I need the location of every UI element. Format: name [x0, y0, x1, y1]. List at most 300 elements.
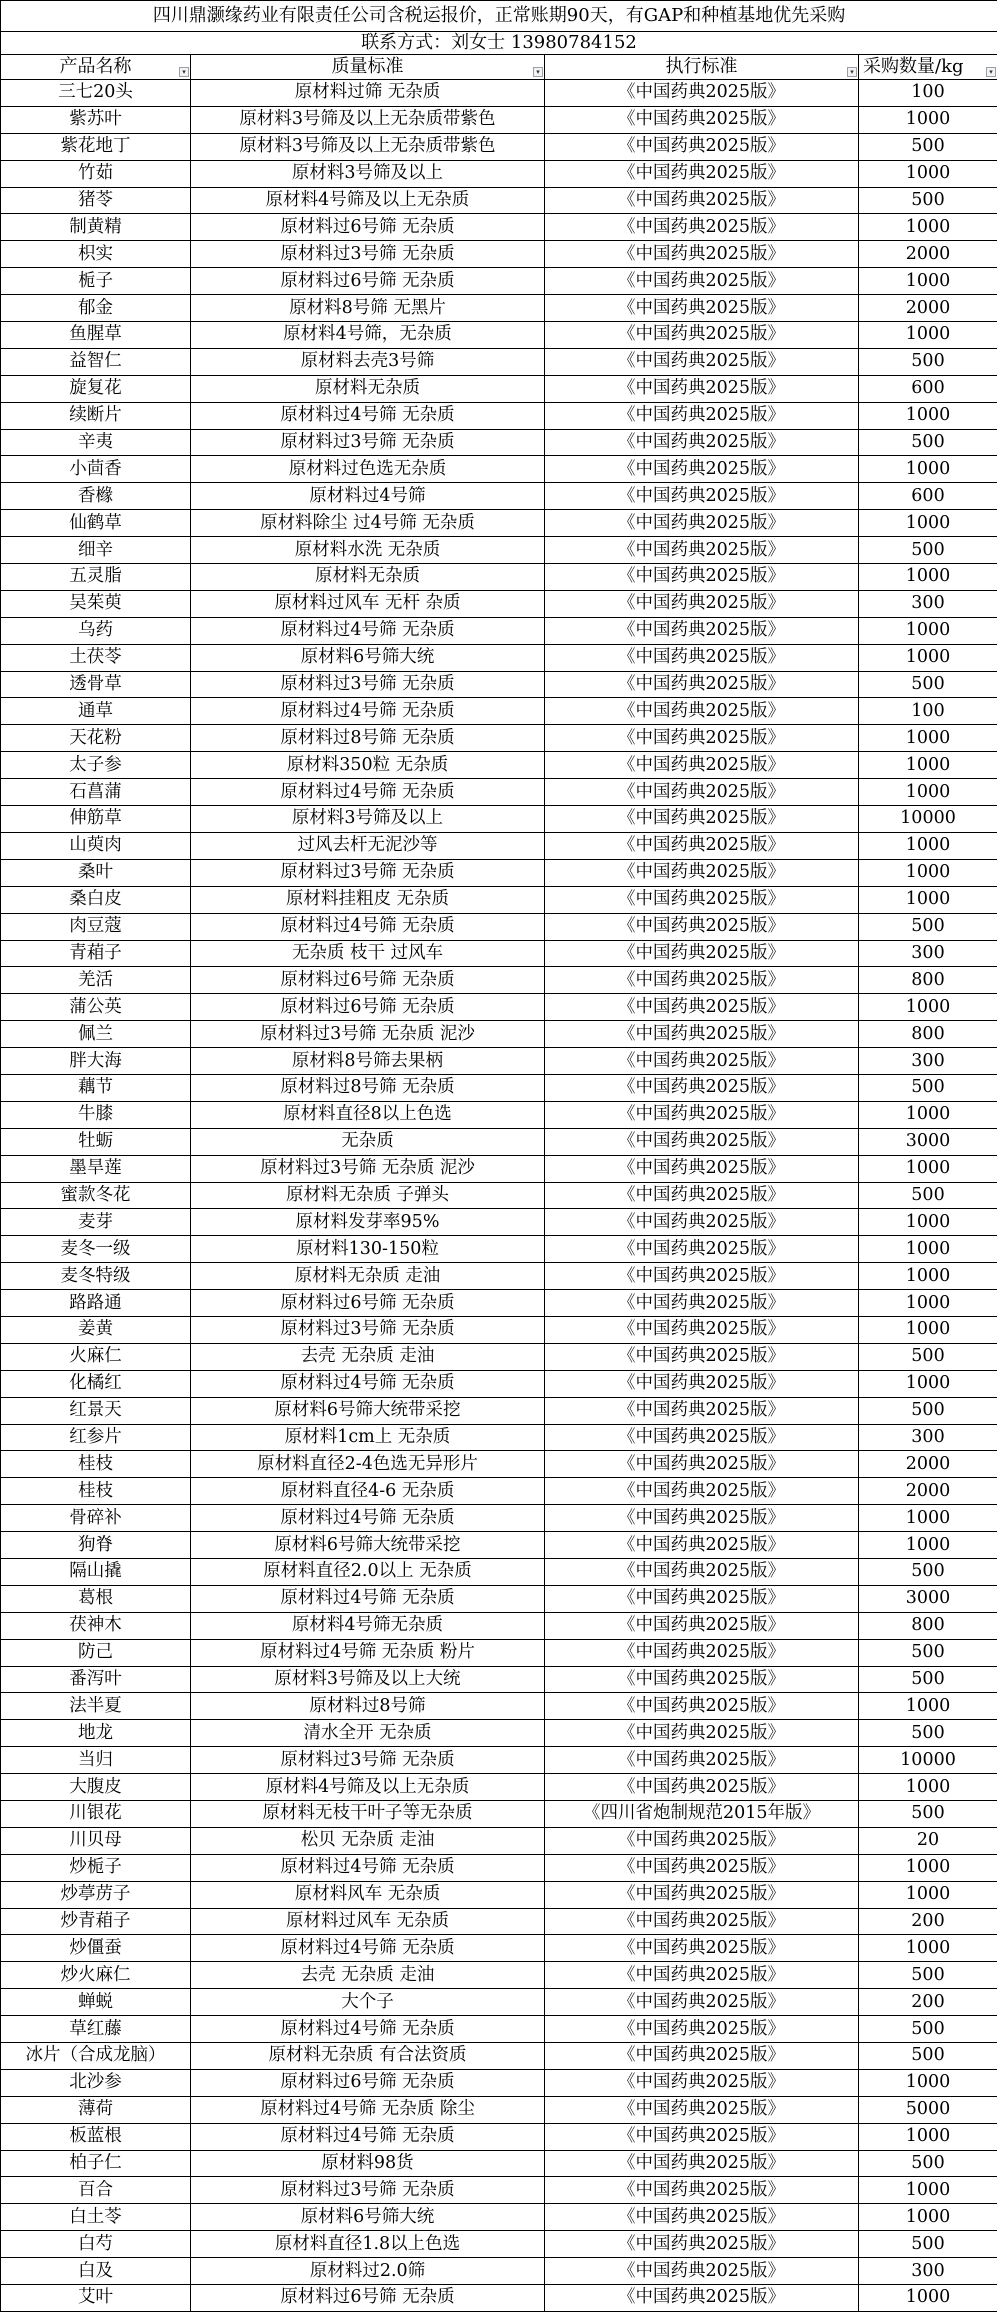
quality-standard-cell[interactable]: 原材料过4号筛 无杂质	[191, 1370, 545, 1397]
product-name-cell[interactable]: 桑白皮	[1, 886, 191, 913]
execution-standard-cell[interactable]: 《中国药典2025版》	[545, 832, 859, 859]
quality-standard-cell[interactable]: 原材料过4号筛 无杂质	[191, 1854, 545, 1881]
execution-standard-cell[interactable]: 《中国药典2025版》	[545, 1720, 859, 1747]
purchase-qty-cell[interactable]: 500	[859, 2231, 997, 2258]
purchase-qty-cell[interactable]: 500	[859, 1666, 997, 1693]
quality-standard-cell[interactable]: 无杂质 枝干 过风车	[191, 940, 545, 967]
execution-standard-cell[interactable]: 《中国药典2025版》	[545, 1370, 859, 1397]
purchase-qty-cell[interactable]: 100	[859, 698, 997, 725]
product-name-cell[interactable]: 炒葶苈子	[1, 1881, 191, 1908]
purchase-qty-cell[interactable]: 5000	[859, 2096, 997, 2123]
quality-standard-cell[interactable]: 原材料无杂质	[191, 375, 545, 402]
execution-standard-cell[interactable]: 《中国药典2025版》	[545, 1935, 859, 1962]
quality-standard-cell[interactable]: 原材料过3号筛 无杂质	[191, 2177, 545, 2204]
execution-standard-cell[interactable]: 《中国药典2025版》	[545, 913, 859, 940]
product-name-cell[interactable]: 柏子仁	[1, 2150, 191, 2177]
purchase-qty-cell[interactable]: 500	[859, 1639, 997, 1666]
product-name-cell[interactable]: 郁金	[1, 295, 191, 322]
product-name-cell[interactable]: 紫花地丁	[1, 133, 191, 160]
product-name-cell[interactable]: 猪苓	[1, 187, 191, 214]
dropdown-filter-icon[interactable]: ▾	[847, 67, 857, 77]
purchase-qty-cell[interactable]: 500	[859, 537, 997, 564]
quality-standard-cell[interactable]: 原材料过4号筛 无杂质	[191, 617, 545, 644]
purchase-qty-cell[interactable]: 1000	[859, 1935, 997, 1962]
execution-standard-cell[interactable]: 《中国药典2025版》	[545, 1209, 859, 1236]
product-name-cell[interactable]: 藕节	[1, 1074, 191, 1101]
quality-standard-cell[interactable]: 原材料除尘 过4号筛 无杂质	[191, 510, 545, 537]
purchase-qty-cell[interactable]: 1000	[859, 2177, 997, 2204]
header-quality-standard[interactable]	[191, 55, 545, 80]
product-name-cell[interactable]: 石菖蒲	[1, 779, 191, 806]
product-name-cell[interactable]: 胖大海	[1, 1048, 191, 1075]
product-name-cell[interactable]: 旋复花	[1, 375, 191, 402]
product-name-cell[interactable]: 细辛	[1, 537, 191, 564]
product-name-cell[interactable]: 牡蛎	[1, 1128, 191, 1155]
product-name-cell[interactable]: 益智仁	[1, 348, 191, 375]
execution-standard-cell[interactable]: 《中国药典2025版》	[545, 671, 859, 698]
purchase-qty-cell[interactable]: 2000	[859, 1451, 997, 1478]
product-name-cell[interactable]: 续断片	[1, 402, 191, 429]
header-execution-standard[interactable]	[545, 55, 859, 80]
product-name-cell[interactable]: 红景天	[1, 1397, 191, 1424]
product-name-cell[interactable]: 川贝母	[1, 1827, 191, 1854]
product-name-cell[interactable]: 通草	[1, 698, 191, 725]
quality-standard-cell[interactable]: 原材料风车 无杂质	[191, 1881, 545, 1908]
execution-standard-cell[interactable]: 《中国药典2025版》	[545, 1074, 859, 1101]
product-name-cell[interactable]: 姜黄	[1, 1316, 191, 1343]
purchase-qty-cell[interactable]: 1000	[859, 644, 997, 671]
quality-standard-cell[interactable]: 原材料过3号筛 无杂质	[191, 241, 545, 268]
product-name-cell[interactable]: 路路通	[1, 1290, 191, 1317]
quality-standard-cell[interactable]: 原材料过3号筛 无杂质	[191, 1747, 545, 1774]
quality-standard-cell[interactable]: 原材料发芽率95%	[191, 1209, 545, 1236]
purchase-qty-cell[interactable]: 500	[859, 1801, 997, 1828]
execution-standard-cell[interactable]: 《中国药典2025版》	[545, 483, 859, 510]
product-name-cell[interactable]: 茯神木	[1, 1612, 191, 1639]
dropdown-filter-icon[interactable]: ▾	[986, 67, 996, 77]
product-name-cell[interactable]: 土茯苓	[1, 644, 191, 671]
quality-standard-cell[interactable]: 原材料挂粗皮 无杂质	[191, 886, 545, 913]
purchase-qty-cell[interactable]: 1000	[859, 214, 997, 241]
product-name-cell[interactable]: 狗脊	[1, 1532, 191, 1559]
product-name-cell[interactable]: 蝉蜕	[1, 1989, 191, 2016]
product-name-cell[interactable]: 肉豆蔻	[1, 913, 191, 940]
execution-standard-cell[interactable]: 《中国药典2025版》	[545, 2204, 859, 2231]
execution-standard-cell[interactable]: 《中国药典2025版》	[545, 940, 859, 967]
quality-standard-cell[interactable]: 原材料4号筛及以上无杂质	[191, 187, 545, 214]
execution-standard-cell[interactable]: 《中国药典2025版》	[545, 1558, 859, 1585]
purchase-qty-cell[interactable]: 1000	[859, 2204, 997, 2231]
quality-standard-cell[interactable]: 原材料过3号筛 无杂质	[191, 671, 545, 698]
quality-standard-cell[interactable]: 无杂质	[191, 1128, 545, 1155]
product-name-cell[interactable]: 制黄精	[1, 214, 191, 241]
purchase-qty-cell[interactable]: 1000	[859, 456, 997, 483]
purchase-qty-cell[interactable]: 600	[859, 483, 997, 510]
quality-standard-cell[interactable]: 原材料直径1.8以上色选	[191, 2231, 545, 2258]
purchase-qty-cell[interactable]: 1000	[859, 1155, 997, 1182]
product-name-cell[interactable]: 麦冬特级	[1, 1263, 191, 1290]
execution-standard-cell[interactable]: 《中国药典2025版》	[545, 2123, 859, 2150]
product-name-cell[interactable]: 葛根	[1, 1585, 191, 1612]
purchase-qty-cell[interactable]: 1000	[859, 2069, 997, 2096]
execution-standard-cell[interactable]: 《中国药典2025版》	[545, 590, 859, 617]
execution-standard-cell[interactable]: 《中国药典2025版》	[545, 2285, 859, 2312]
execution-standard-cell[interactable]: 《中国药典2025版》	[545, 2177, 859, 2204]
quality-standard-cell[interactable]: 原材料3号筛及以上无杂质带紫色	[191, 133, 545, 160]
purchase-qty-cell[interactable]: 500	[859, 133, 997, 160]
quality-standard-cell[interactable]: 原材料过筛 无杂质	[191, 80, 545, 107]
purchase-qty-cell[interactable]: 1000	[859, 1236, 997, 1263]
product-name-cell[interactable]: 炒火麻仁	[1, 1962, 191, 1989]
execution-standard-cell[interactable]: 《中国药典2025版》	[545, 1827, 859, 1854]
quality-standard-cell[interactable]: 原材料去壳3号筛	[191, 348, 545, 375]
purchase-qty-cell[interactable]: 300	[859, 2258, 997, 2285]
product-name-cell[interactable]: 三七20头	[1, 80, 191, 107]
purchase-qty-cell[interactable]: 1000	[859, 859, 997, 886]
quality-standard-cell[interactable]: 原材料6号筛大统	[191, 644, 545, 671]
quality-standard-cell[interactable]: 原材料过6号筛 无杂质	[191, 2285, 545, 2312]
execution-standard-cell[interactable]: 《中国药典2025版》	[545, 1532, 859, 1559]
product-name-cell[interactable]: 蜜款冬花	[1, 1182, 191, 1209]
quality-standard-cell[interactable]: 原材料过4号筛 无杂质	[191, 402, 545, 429]
product-name-cell[interactable]: 香橼	[1, 483, 191, 510]
purchase-qty-cell[interactable]: 500	[859, 1343, 997, 1370]
product-name-cell[interactable]: 火麻仁	[1, 1343, 191, 1370]
execution-standard-cell[interactable]: 《中国药典2025版》	[545, 1612, 859, 1639]
purchase-qty-cell[interactable]: 1000	[859, 832, 997, 859]
purchase-qty-cell[interactable]: 500	[859, 1074, 997, 1101]
purchase-qty-cell[interactable]: 500	[859, 429, 997, 456]
quality-standard-cell[interactable]: 原材料3号筛及以上大统	[191, 1666, 545, 1693]
purchase-qty-cell[interactable]: 300	[859, 590, 997, 617]
product-name-cell[interactable]: 板蓝根	[1, 2123, 191, 2150]
purchase-qty-cell[interactable]: 800	[859, 1021, 997, 1048]
execution-standard-cell[interactable]: 《中国药典2025版》	[545, 295, 859, 322]
quality-standard-cell[interactable]: 原材料过3号筛 无杂质 泥沙	[191, 1021, 545, 1048]
execution-standard-cell[interactable]: 《中国药典2025版》	[545, 1128, 859, 1155]
purchase-qty-cell[interactable]: 2000	[859, 1478, 997, 1505]
purchase-qty-cell[interactable]: 1000	[859, 2285, 997, 2312]
quality-standard-cell[interactable]: 原材料过3号筛 无杂质	[191, 1316, 545, 1343]
quality-standard-cell[interactable]: 原材料水洗 无杂质	[191, 537, 545, 564]
header-product-name[interactable]	[1, 55, 191, 80]
purchase-qty-cell[interactable]: 2000	[859, 295, 997, 322]
execution-standard-cell[interactable]: 《中国药典2025版》	[545, 859, 859, 886]
quality-standard-cell[interactable]: 原材料过6号筛 无杂质	[191, 268, 545, 295]
purchase-qty-cell[interactable]: 300	[859, 940, 997, 967]
purchase-qty-cell[interactable]: 200	[859, 1989, 997, 2016]
quality-standard-cell[interactable]: 原材料6号筛大统带采挖	[191, 1532, 545, 1559]
product-name-cell[interactable]: 大腹皮	[1, 1774, 191, 1801]
execution-standard-cell[interactable]: 《中国药典2025版》	[545, 80, 859, 107]
product-name-cell[interactable]: 佩兰	[1, 1021, 191, 1048]
purchase-qty-cell[interactable]: 1000	[859, 402, 997, 429]
quality-standard-cell[interactable]: 原材料过4号筛 无杂质	[191, 2123, 545, 2150]
execution-standard-cell[interactable]: 《中国药典2025版》	[545, 1854, 859, 1881]
product-name-cell[interactable]: 骨碎补	[1, 1505, 191, 1532]
purchase-qty-cell[interactable]: 1000	[859, 510, 997, 537]
purchase-qty-cell[interactable]: 1000	[859, 564, 997, 591]
quality-standard-cell[interactable]: 原材料过4号筛 无杂质	[191, 913, 545, 940]
execution-standard-cell[interactable]: 《中国药典2025版》	[545, 1397, 859, 1424]
execution-standard-cell[interactable]: 《中国药典2025版》	[545, 2043, 859, 2070]
quality-standard-cell[interactable]: 原材料8号筛 无黑片	[191, 295, 545, 322]
purchase-qty-cell[interactable]: 1000	[859, 1290, 997, 1317]
quality-standard-cell[interactable]: 原材料无杂质 走油	[191, 1263, 545, 1290]
execution-standard-cell[interactable]: 《中国药典2025版》	[545, 2069, 859, 2096]
execution-standard-cell[interactable]: 《中国药典2025版》	[545, 1021, 859, 1048]
dropdown-filter-icon[interactable]: ▾	[179, 67, 189, 77]
product-name-cell[interactable]: 天花粉	[1, 725, 191, 752]
execution-standard-cell[interactable]: 《中国药典2025版》	[545, 994, 859, 1021]
purchase-qty-cell[interactable]: 600	[859, 375, 997, 402]
execution-standard-cell[interactable]: 《中国药典2025版》	[545, 1639, 859, 1666]
purchase-qty-cell[interactable]: 1000	[859, 1532, 997, 1559]
product-name-cell[interactable]: 百合	[1, 2177, 191, 2204]
product-name-cell[interactable]: 北沙参	[1, 2069, 191, 2096]
product-name-cell[interactable]: 薄荷	[1, 2096, 191, 2123]
quality-standard-cell[interactable]: 原材料过3号筛 无杂质 泥沙	[191, 1155, 545, 1182]
quality-standard-cell[interactable]: 原材料过4号筛 无杂质	[191, 698, 545, 725]
product-name-cell[interactable]: 地龙	[1, 1720, 191, 1747]
product-name-cell[interactable]: 川银花	[1, 1801, 191, 1828]
quality-standard-cell[interactable]: 原材料过6号筛 无杂质	[191, 1290, 545, 1317]
purchase-qty-cell[interactable]: 1000	[859, 1693, 997, 1720]
execution-standard-cell[interactable]: 《中国药典2025版》	[545, 1236, 859, 1263]
execution-standard-cell[interactable]: 《中国药典2025版》	[545, 1048, 859, 1075]
execution-standard-cell[interactable]: 《中国药典2025版》	[545, 1316, 859, 1343]
execution-standard-cell[interactable]: 《中国药典2025版》	[545, 2150, 859, 2177]
execution-standard-cell[interactable]: 《中国药典2025版》	[545, 268, 859, 295]
execution-standard-cell[interactable]: 《中国药典2025版》	[545, 1666, 859, 1693]
purchase-qty-cell[interactable]: 300	[859, 1424, 997, 1451]
quality-standard-cell[interactable]: 原材料98货	[191, 2150, 545, 2177]
product-name-cell[interactable]: 青葙子	[1, 940, 191, 967]
product-name-cell[interactable]: 草红藤	[1, 2016, 191, 2043]
product-name-cell[interactable]: 隔山撬	[1, 1558, 191, 1585]
purchase-qty-cell[interactable]: 500	[859, 671, 997, 698]
execution-standard-cell[interactable]: 《中国药典2025版》	[545, 348, 859, 375]
quality-standard-cell[interactable]: 大个子	[191, 1989, 545, 2016]
purchase-qty-cell[interactable]: 1000	[859, 322, 997, 349]
purchase-qty-cell[interactable]: 1000	[859, 617, 997, 644]
product-name-cell[interactable]: 伸筋草	[1, 806, 191, 833]
quality-standard-cell[interactable]: 原材料4号筛无杂质	[191, 1612, 545, 1639]
quality-standard-cell[interactable]: 原材料无杂质 有合法资质	[191, 2043, 545, 2070]
execution-standard-cell[interactable]: 《中国药典2025版》	[545, 456, 859, 483]
header-purchase-qty[interactable]	[859, 55, 997, 80]
quality-standard-cell[interactable]: 松贝 无杂质 走油	[191, 1827, 545, 1854]
quality-standard-cell[interactable]: 原材料过风车 无杆 杂质	[191, 590, 545, 617]
purchase-qty-cell[interactable]: 800	[859, 967, 997, 994]
quality-standard-cell[interactable]: 原材料4号筛，无杂质	[191, 322, 545, 349]
product-name-cell[interactable]: 蒲公英	[1, 994, 191, 1021]
purchase-qty-cell[interactable]: 1000	[859, 1854, 997, 1881]
execution-standard-cell[interactable]: 《中国药典2025版》	[545, 2096, 859, 2123]
purchase-qty-cell[interactable]: 100	[859, 80, 997, 107]
purchase-qty-cell[interactable]: 20	[859, 1827, 997, 1854]
execution-standard-cell[interactable]: 《中国药典2025版》	[545, 402, 859, 429]
product-name-cell[interactable]: 番泻叶	[1, 1666, 191, 1693]
purchase-qty-cell[interactable]: 1000	[859, 1263, 997, 1290]
product-name-cell[interactable]: 栀子	[1, 268, 191, 295]
product-name-cell[interactable]: 枳实	[1, 241, 191, 268]
purchase-qty-cell[interactable]: 500	[859, 187, 997, 214]
execution-standard-cell[interactable]: 《中国药典2025版》	[545, 967, 859, 994]
purchase-qty-cell[interactable]: 3000	[859, 1128, 997, 1155]
product-name-cell[interactable]: 鱼腥草	[1, 322, 191, 349]
quality-standard-cell[interactable]: 原材料过4号筛	[191, 483, 545, 510]
product-name-cell[interactable]: 小茴香	[1, 456, 191, 483]
product-name-cell[interactable]: 羌活	[1, 967, 191, 994]
execution-standard-cell[interactable]: 《中国药典2025版》	[545, 752, 859, 779]
product-name-cell[interactable]: 墨旱莲	[1, 1155, 191, 1182]
execution-standard-cell[interactable]: 《中国药典2025版》	[545, 725, 859, 752]
quality-standard-cell[interactable]: 原材料过4号筛 无杂质 除尘	[191, 2096, 545, 2123]
execution-standard-cell[interactable]: 《中国药典2025版》	[545, 1263, 859, 1290]
execution-standard-cell[interactable]: 《中国药典2025版》	[545, 1101, 859, 1128]
purchase-qty-cell[interactable]: 1000	[859, 2123, 997, 2150]
execution-standard-cell[interactable]: 《中国药典2025版》	[545, 510, 859, 537]
product-name-cell[interactable]: 麦冬一级	[1, 1236, 191, 1263]
execution-standard-cell[interactable]: 《中国药典2025版》	[545, 1747, 859, 1774]
execution-standard-cell[interactable]: 《中国药典2025版》	[545, 698, 859, 725]
execution-standard-cell[interactable]: 《中国药典2025版》	[545, 2258, 859, 2285]
purchase-qty-cell[interactable]: 1000	[859, 1774, 997, 1801]
quality-standard-cell[interactable]: 原材料过6号筛 无杂质	[191, 2069, 545, 2096]
purchase-qty-cell[interactable]: 10000	[859, 1747, 997, 1774]
product-name-cell[interactable]: 五灵脂	[1, 564, 191, 591]
purchase-qty-cell[interactable]: 1000	[859, 1101, 997, 1128]
execution-standard-cell[interactable]: 《中国药典2025版》	[545, 160, 859, 187]
purchase-qty-cell[interactable]: 1000	[859, 1881, 997, 1908]
product-name-cell[interactable]: 炒青葙子	[1, 1908, 191, 1935]
quality-standard-cell[interactable]: 原材料过8号筛	[191, 1693, 545, 1720]
quality-standard-cell[interactable]: 原材料直径8以上色选	[191, 1101, 545, 1128]
quality-standard-cell[interactable]: 原材料直径4-6 无杂质	[191, 1478, 545, 1505]
product-name-cell[interactable]: 法半夏	[1, 1693, 191, 1720]
execution-standard-cell[interactable]: 《四川省炮制规范2015年版》	[545, 1801, 859, 1828]
product-name-cell[interactable]: 太子参	[1, 752, 191, 779]
purchase-qty-cell[interactable]: 200	[859, 1908, 997, 1935]
quality-standard-cell[interactable]: 原材料8号筛去果柄	[191, 1048, 545, 1075]
execution-standard-cell[interactable]: 《中国药典2025版》	[545, 1478, 859, 1505]
product-name-cell[interactable]: 炒僵蚕	[1, 1935, 191, 1962]
purchase-qty-cell[interactable]: 300	[859, 1048, 997, 1075]
quality-standard-cell[interactable]: 去壳 无杂质 走油	[191, 1962, 545, 1989]
product-name-cell[interactable]: 竹茹	[1, 160, 191, 187]
purchase-qty-cell[interactable]: 1000	[859, 106, 997, 133]
quality-standard-cell[interactable]: 原材料4号筛及以上无杂质	[191, 1774, 545, 1801]
product-name-cell[interactable]: 化橘红	[1, 1370, 191, 1397]
product-name-cell[interactable]: 牛膝	[1, 1101, 191, 1128]
purchase-qty-cell[interactable]: 800	[859, 1612, 997, 1639]
quality-standard-cell[interactable]: 原材料过3号筛 无杂质	[191, 429, 545, 456]
purchase-qty-cell[interactable]: 1000	[859, 1316, 997, 1343]
execution-standard-cell[interactable]: 《中国药典2025版》	[545, 617, 859, 644]
product-name-cell[interactable]: 白土苓	[1, 2204, 191, 2231]
quality-standard-cell[interactable]: 原材料过色选无杂质	[191, 456, 545, 483]
quality-standard-cell[interactable]: 原材料3号筛及以上无杂质带紫色	[191, 106, 545, 133]
purchase-qty-cell[interactable]: 500	[859, 1182, 997, 1209]
purchase-qty-cell[interactable]: 1000	[859, 779, 997, 806]
purchase-qty-cell[interactable]: 1000	[859, 886, 997, 913]
quality-standard-cell[interactable]: 原材料无枝干叶子等无杂质	[191, 1801, 545, 1828]
execution-standard-cell[interactable]: 《中国药典2025版》	[545, 1962, 859, 1989]
execution-standard-cell[interactable]: 《中国药典2025版》	[545, 214, 859, 241]
execution-standard-cell[interactable]: 《中国药典2025版》	[545, 322, 859, 349]
purchase-qty-cell[interactable]: 1000	[859, 752, 997, 779]
quality-standard-cell[interactable]: 清水全开 无杂质	[191, 1720, 545, 1747]
product-name-cell[interactable]: 红参片	[1, 1424, 191, 1451]
execution-standard-cell[interactable]: 《中国药典2025版》	[545, 886, 859, 913]
purchase-qty-cell[interactable]: 500	[859, 1962, 997, 1989]
quality-standard-cell[interactable]: 原材料1cm上 无杂质	[191, 1424, 545, 1451]
purchase-qty-cell[interactable]: 500	[859, 1720, 997, 1747]
execution-standard-cell[interactable]: 《中国药典2025版》	[545, 133, 859, 160]
quality-standard-cell[interactable]: 原材料6号筛大统带采挖	[191, 1397, 545, 1424]
product-name-cell[interactable]: 艾叶	[1, 2285, 191, 2312]
product-name-cell[interactable]: 麦芽	[1, 1209, 191, 1236]
execution-standard-cell[interactable]: 《中国药典2025版》	[545, 1774, 859, 1801]
purchase-qty-cell[interactable]: 10000	[859, 806, 997, 833]
quality-standard-cell[interactable]: 原材料过4号筛 无杂质	[191, 1585, 545, 1612]
execution-standard-cell[interactable]: 《中国药典2025版》	[545, 1505, 859, 1532]
quality-standard-cell[interactable]: 原材料过4号筛 无杂质	[191, 1505, 545, 1532]
purchase-qty-cell[interactable]: 500	[859, 2016, 997, 2043]
quality-standard-cell[interactable]: 原材料直径2-4色选无异形片	[191, 1451, 545, 1478]
execution-standard-cell[interactable]: 《中国药典2025版》	[545, 1908, 859, 1935]
execution-standard-cell[interactable]: 《中国药典2025版》	[545, 187, 859, 214]
execution-standard-cell[interactable]: 《中国药典2025版》	[545, 1155, 859, 1182]
execution-standard-cell[interactable]: 《中国药典2025版》	[545, 375, 859, 402]
dropdown-filter-icon[interactable]: ▾	[533, 67, 543, 77]
quality-standard-cell[interactable]: 原材料无杂质	[191, 564, 545, 591]
product-name-cell[interactable]: 当归	[1, 1747, 191, 1774]
purchase-qty-cell[interactable]: 500	[859, 1558, 997, 1585]
quality-standard-cell[interactable]: 原材料过8号筛 无杂质	[191, 725, 545, 752]
execution-standard-cell[interactable]: 《中国药典2025版》	[545, 806, 859, 833]
purchase-qty-cell[interactable]: 3000	[859, 1585, 997, 1612]
product-name-cell[interactable]: 透骨草	[1, 671, 191, 698]
quality-standard-cell[interactable]: 原材料过风车 无杂质	[191, 1908, 545, 1935]
purchase-qty-cell[interactable]: 500	[859, 1397, 997, 1424]
purchase-qty-cell[interactable]: 1000	[859, 268, 997, 295]
execution-standard-cell[interactable]: 《中国药典2025版》	[545, 106, 859, 133]
quality-standard-cell[interactable]: 原材料过6号筛 无杂质	[191, 967, 545, 994]
product-name-cell[interactable]: 炒栀子	[1, 1854, 191, 1881]
product-name-cell[interactable]: 桑叶	[1, 859, 191, 886]
purchase-qty-cell[interactable]: 500	[859, 2150, 997, 2177]
execution-standard-cell[interactable]: 《中国药典2025版》	[545, 1693, 859, 1720]
product-name-cell[interactable]: 吴茱萸	[1, 590, 191, 617]
execution-standard-cell[interactable]: 《中国药典2025版》	[545, 1989, 859, 2016]
product-name-cell[interactable]: 桂枝	[1, 1478, 191, 1505]
product-name-cell[interactable]: 乌药	[1, 617, 191, 644]
execution-standard-cell[interactable]: 《中国药典2025版》	[545, 779, 859, 806]
quality-standard-cell[interactable]: 原材料过3号筛 无杂质	[191, 859, 545, 886]
execution-standard-cell[interactable]: 《中国药典2025版》	[545, 1290, 859, 1317]
quality-standard-cell[interactable]: 原材料无杂质 子弹头	[191, 1182, 545, 1209]
quality-standard-cell[interactable]: 原材料3号筛及以上	[191, 806, 545, 833]
purchase-qty-cell[interactable]: 1000	[859, 725, 997, 752]
quality-standard-cell[interactable]: 原材料过8号筛 无杂质	[191, 1074, 545, 1101]
purchase-qty-cell[interactable]: 1000	[859, 1505, 997, 1532]
execution-standard-cell[interactable]: 《中国药典2025版》	[545, 2231, 859, 2258]
purchase-qty-cell[interactable]: 1000	[859, 160, 997, 187]
product-name-cell[interactable]: 辛夷	[1, 429, 191, 456]
quality-standard-cell[interactable]: 原材料过4号筛 无杂质	[191, 2016, 545, 2043]
